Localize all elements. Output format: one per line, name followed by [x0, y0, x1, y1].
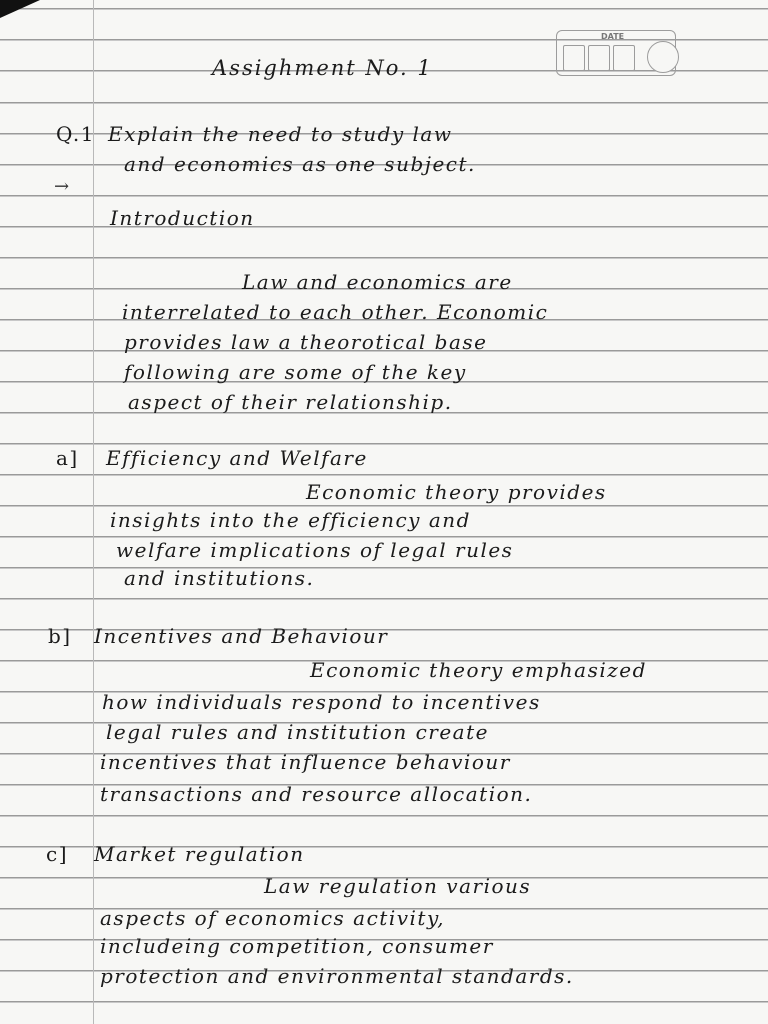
- section-b-line: incentives that influence behaviour: [100, 750, 511, 774]
- arrow-icon: →: [54, 176, 71, 197]
- section-b-heading: Incentives and Behaviour: [94, 624, 389, 648]
- page-title: Assighment No. 1: [212, 56, 433, 80]
- section-b-line: how individuals respond to incentives: [102, 690, 541, 714]
- question-line-2: and economics as one subject.: [124, 152, 476, 176]
- intro-line: interrelated to each other. Economic: [122, 300, 549, 324]
- section-b-label: b]: [48, 624, 72, 648]
- page-corner: [0, 0, 40, 18]
- date-cell: [613, 45, 635, 71]
- section-c-heading: Market regulation: [94, 842, 305, 866]
- section-a-heading: Efficiency and Welfare: [106, 446, 368, 470]
- question-number: Q.1: [56, 122, 95, 146]
- section-a-line: welfare implications of legal rules: [116, 538, 514, 562]
- section-c-line: Law regulation various: [264, 874, 532, 898]
- margin-line: [93, 0, 94, 1024]
- intro-line: following are some of the key: [124, 360, 467, 384]
- section-a-label: a]: [56, 446, 79, 470]
- intro-line: Law and economics are: [242, 270, 513, 294]
- date-knob: [647, 41, 679, 73]
- date-box: [556, 30, 676, 76]
- section-c-line: aspects of economics activity,: [100, 906, 445, 930]
- section-b-line: Economic theory emphasized: [310, 658, 647, 682]
- section-b-line: legal rules and institution create: [106, 720, 489, 744]
- date-cell: [563, 45, 585, 71]
- question-line-1: Explain the need to study law: [108, 122, 453, 146]
- section-c-line: includeing competition, consumer: [100, 934, 494, 958]
- intro-heading: Introduction: [110, 206, 255, 230]
- date-label: DATE: [601, 32, 625, 41]
- section-b-line: transactions and resource allocation.: [100, 782, 533, 806]
- section-c-line: protection and environmental standards.: [100, 964, 574, 988]
- section-a-line: Economic theory provides: [306, 480, 607, 504]
- date-cells: [563, 45, 635, 71]
- intro-line: aspect of their relationship.: [128, 390, 453, 414]
- intro-line: provides law a theorotical base: [124, 330, 488, 354]
- section-c-label: c]: [46, 842, 69, 866]
- section-a-line: insights into the efficiency and: [110, 508, 471, 532]
- section-a-line: and institutions.: [124, 566, 315, 590]
- date-cell: [588, 45, 610, 71]
